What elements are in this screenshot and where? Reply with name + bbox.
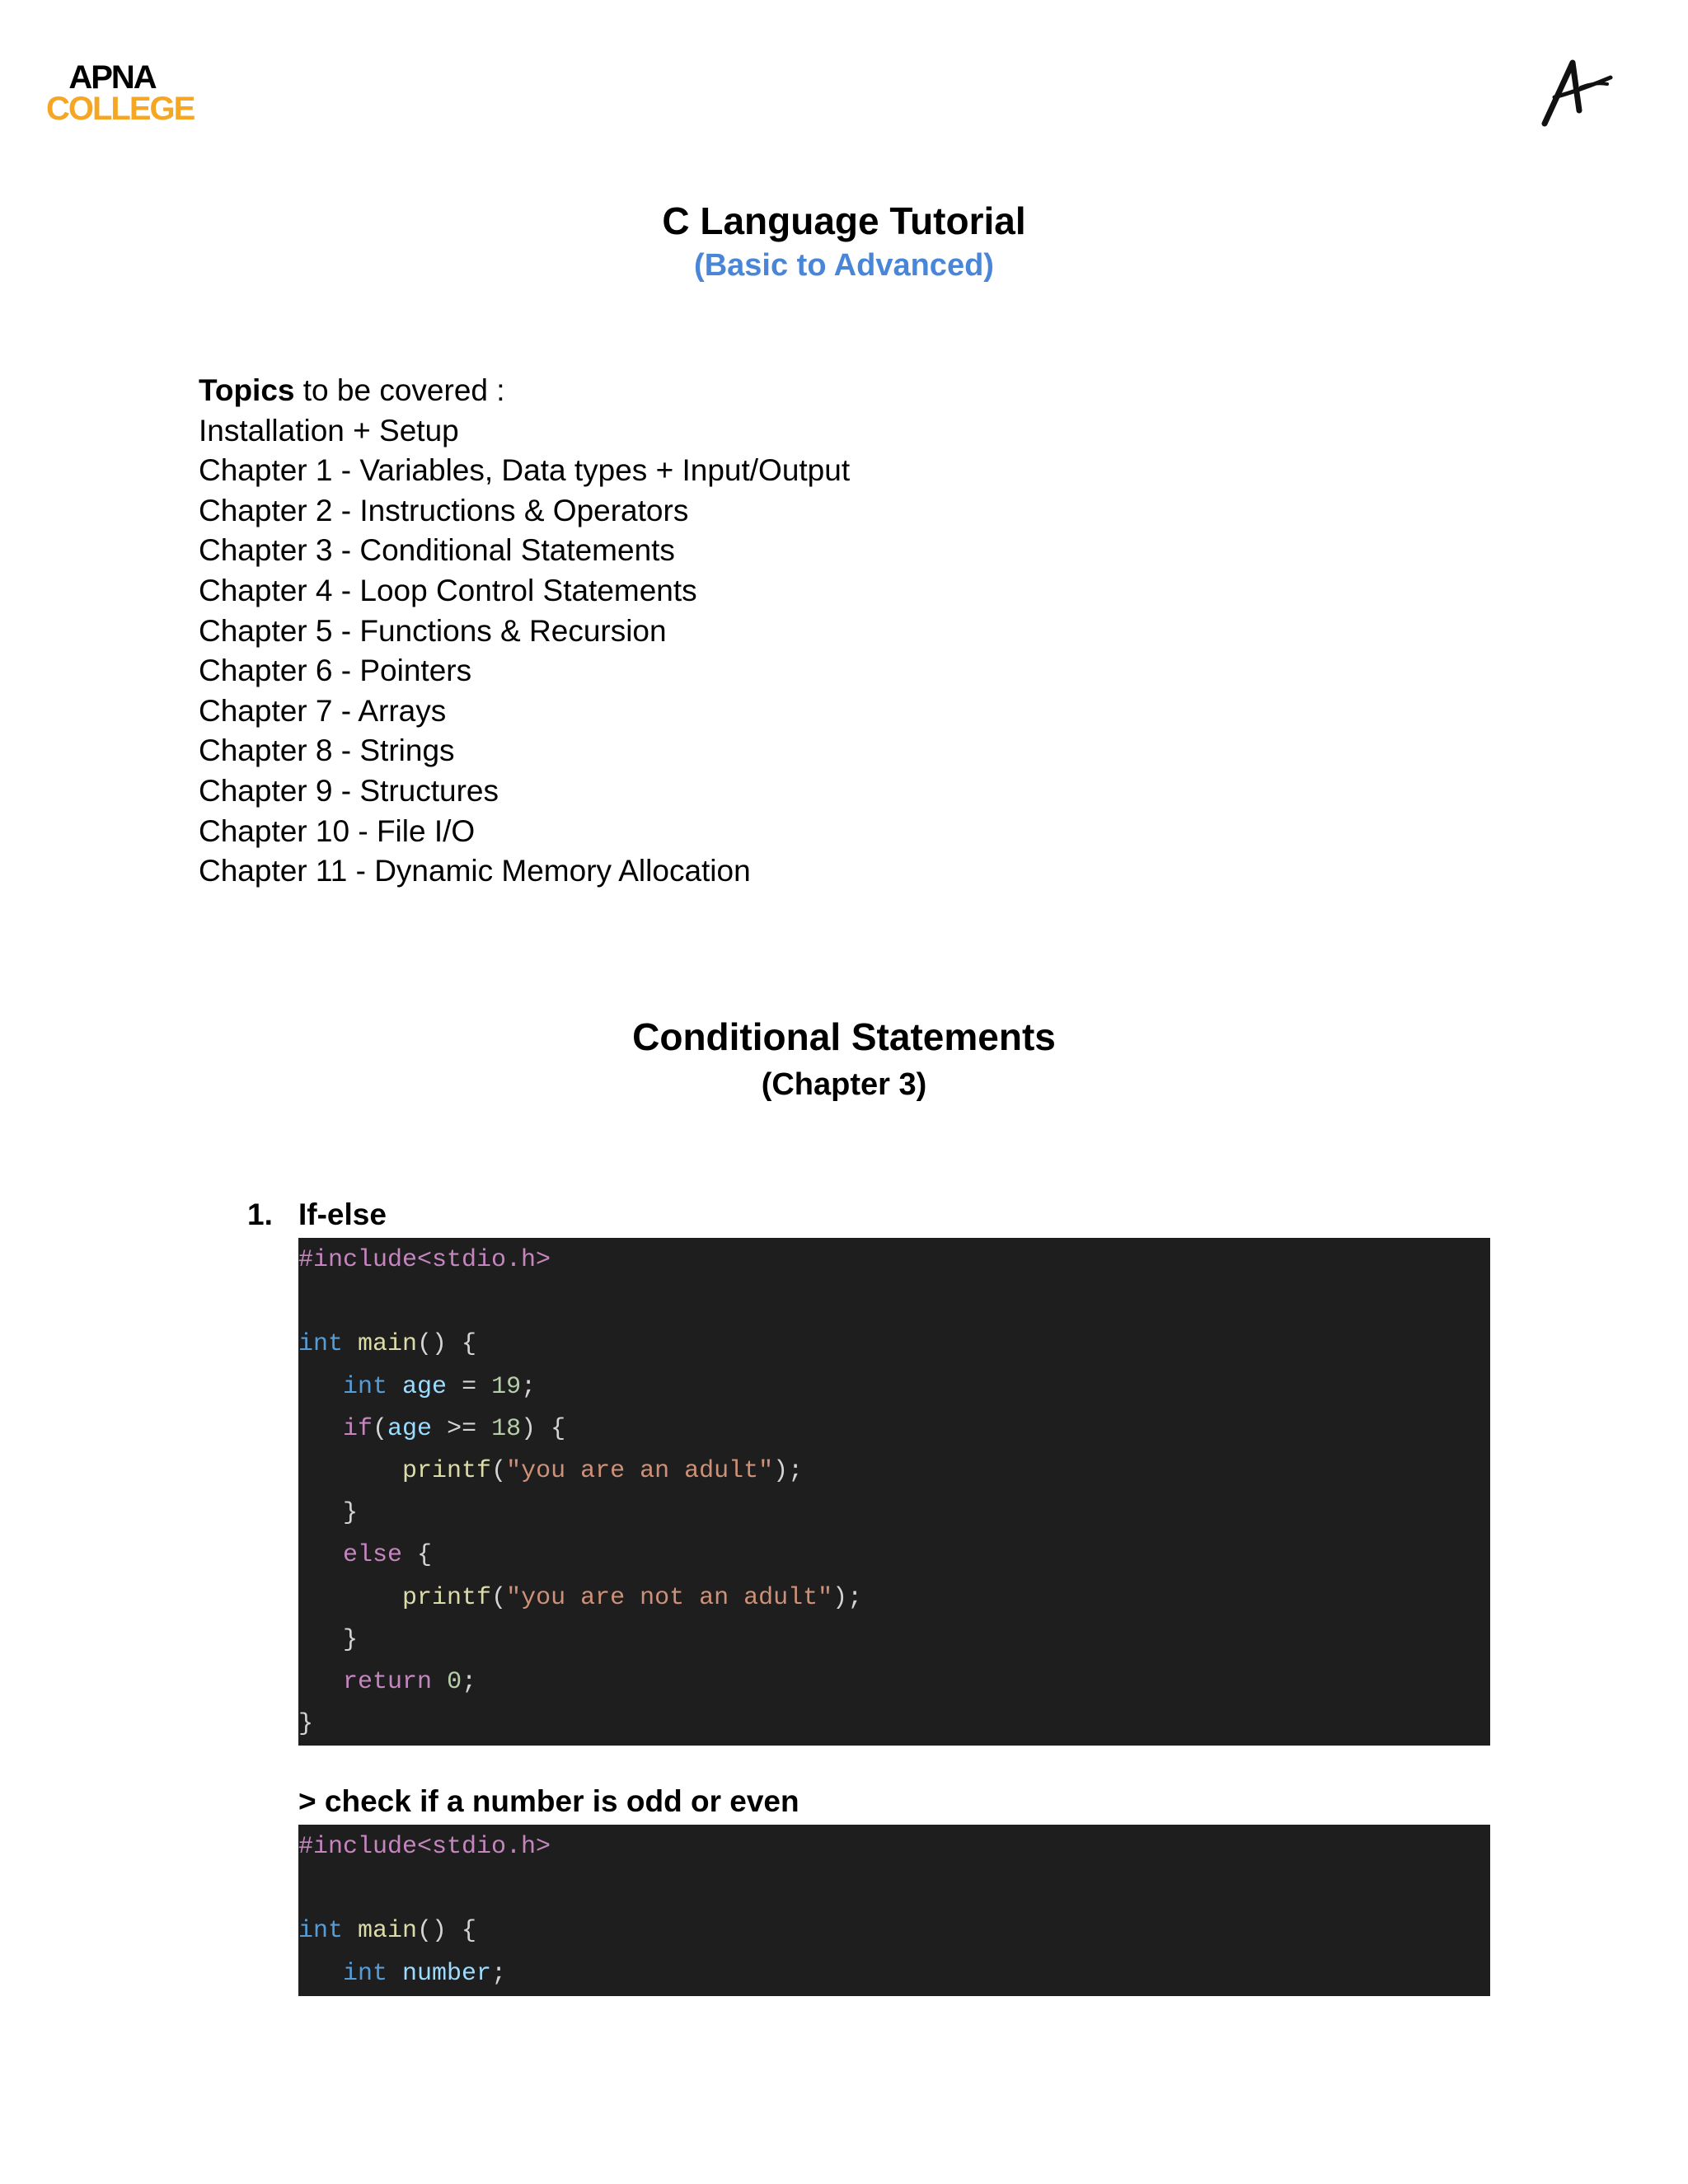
code-token: [387, 1373, 402, 1401]
code-line: [298, 1408, 1490, 1451]
code-line: [298, 1704, 1490, 1746]
code-token: "you are not an adult": [506, 1583, 833, 1612]
page-title: C Language Tutorial: [662, 199, 1026, 242]
topic-item: Installation + Setup: [199, 413, 459, 448]
code-token: [298, 1584, 402, 1612]
code-line: [298, 1366, 1490, 1408]
code-token: [298, 1457, 402, 1485]
code-token: [298, 1415, 343, 1443]
odd-even-heading: > check if a number is odd or even: [298, 1784, 799, 1818]
code-token: ;: [462, 1667, 477, 1696]
code-line: [298, 1910, 1490, 1952]
code-token: [432, 1668, 447, 1696]
code-token: age: [402, 1372, 448, 1401]
code-line: [298, 1451, 1490, 1493]
code-token: number: [402, 1959, 492, 1988]
code-token: return: [343, 1667, 433, 1696]
topic-item: Chapter 11 - Dynamic Memory Allocation: [199, 854, 751, 888]
code-line: [298, 1535, 1490, 1577]
code-token: ;: [521, 1372, 537, 1401]
code-token: int: [343, 1372, 388, 1401]
code-token: 19: [491, 1372, 522, 1401]
code-token: [298, 1541, 343, 1569]
code-token: [343, 1917, 358, 1945]
code-line: [298, 1826, 1490, 1868]
code-token: int: [298, 1917, 344, 1946]
list-item-number: 1.: [247, 1197, 273, 1231]
topic-item: Chapter 7 - Arrays: [199, 693, 447, 728]
code-line: [298, 1324, 1490, 1366]
a-signature-logo-icon: [1540, 59, 1614, 127]
code-token: main: [358, 1330, 418, 1359]
code-token: () {: [417, 1917, 477, 1946]
code-token: ) {: [521, 1414, 566, 1443]
code-token: [298, 1960, 343, 1988]
topic-item: Chapter 2 - Instructions & Operators: [199, 493, 689, 527]
code-token: if: [343, 1414, 373, 1443]
code-token: 18: [491, 1414, 522, 1443]
code-token: (: [373, 1414, 388, 1443]
code-token: [298, 1668, 343, 1696]
topic-item: Chapter 4 - Loop Control Statements: [199, 573, 697, 607]
code-token: #include<stdio.h>: [298, 1833, 551, 1861]
logo-apna-text: APNA: [68, 59, 156, 96]
section-subtitle: (Chapter 3): [761, 1067, 927, 1102]
topic-item: Chapter 6 - Pointers: [199, 654, 472, 688]
code-token: [298, 1373, 343, 1401]
code-token: main: [358, 1917, 418, 1946]
code-token: age: [387, 1414, 433, 1443]
code-token: ;: [491, 1959, 507, 1988]
code-token: (: [491, 1456, 507, 1485]
code-line: [298, 1493, 1490, 1535]
topic-item: Chapter 10 - File I/O: [199, 813, 476, 848]
code-token: () {: [417, 1330, 477, 1359]
section-title: Conditional Statements: [632, 1015, 1056, 1058]
code-token: );: [832, 1583, 863, 1612]
code-token: }: [298, 1710, 314, 1739]
code-line: [298, 1953, 1490, 1995]
code-token: );: [773, 1456, 804, 1485]
topic-item: Chapter 9 - Structures: [199, 773, 499, 808]
code-block-if-else: [298, 1238, 1490, 1746]
code-line: [298, 1619, 1490, 1661]
code-line: [298, 1577, 1490, 1619]
code-token: {: [402, 1541, 433, 1570]
topic-item: Chapter 8 - Strings: [199, 733, 455, 768]
code-token: [387, 1960, 402, 1988]
code-token: printf: [402, 1456, 492, 1485]
code-token: int: [298, 1330, 344, 1359]
code-token: }: [298, 1625, 359, 1654]
code-token: printf: [402, 1583, 492, 1612]
page-subtitle: (Basic to Advanced): [694, 248, 994, 283]
code-token: "you are an adult": [506, 1456, 774, 1485]
code-line: [298, 1868, 1490, 1910]
code-token: else: [343, 1541, 403, 1570]
topic-item: Chapter 3 - Conditional Statements: [199, 533, 675, 568]
topics-lead: [199, 371, 850, 411]
topic-item: Chapter 5 - Functions & Recursion: [199, 613, 667, 648]
code-token: int: [343, 1959, 388, 1988]
apna-college-logo: [46, 59, 195, 127]
code-line: [298, 1282, 1490, 1324]
topic-item: Chapter 1 - Variables, Data types + Input/Output: [199, 453, 851, 488]
code-token: #include<stdio.h>: [298, 1246, 551, 1274]
code-line: [298, 1661, 1490, 1704]
topics-lead-bold: Topics: [199, 373, 295, 407]
topics-lead-rest: to be covered :: [294, 373, 505, 407]
code-block-odd-even: [298, 1825, 1490, 1996]
topics-list: [199, 371, 850, 892]
code-token: =: [447, 1372, 492, 1401]
code-token: }: [298, 1499, 359, 1528]
logo-college-text: COLLEGE: [46, 91, 195, 127]
code-token: 0: [447, 1667, 462, 1696]
code-line: [298, 1240, 1490, 1282]
code-token: >=: [432, 1414, 492, 1443]
code-token: [343, 1330, 358, 1358]
list-item-heading: If-else: [298, 1197, 387, 1231]
code-token: (: [491, 1583, 507, 1612]
